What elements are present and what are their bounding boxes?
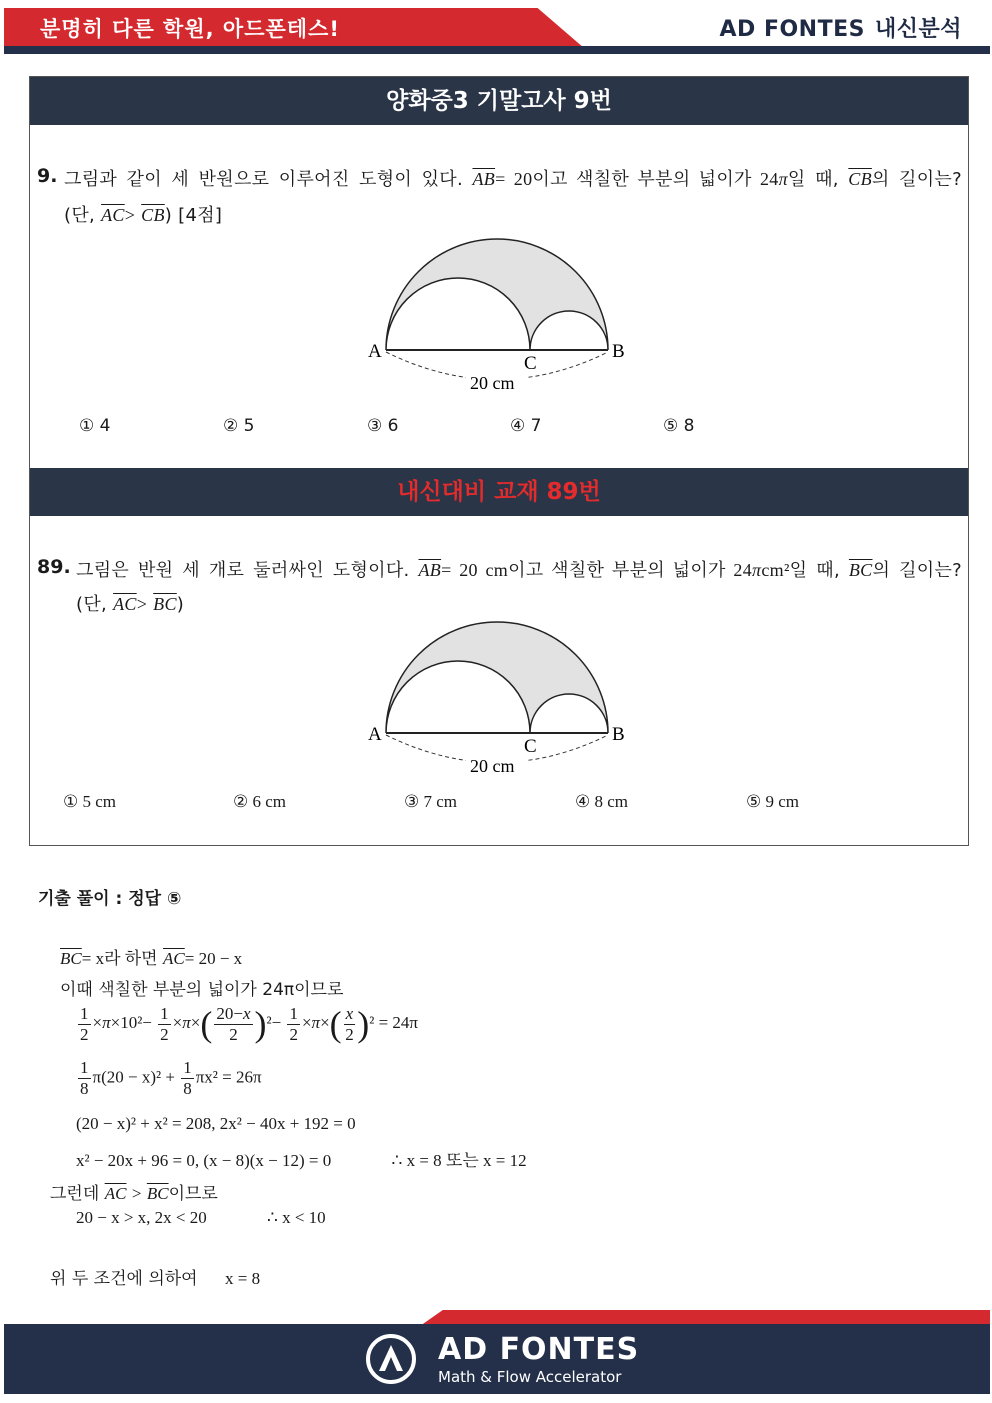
problem1-choice-5: ⑤ 8 [663,416,695,436]
problem2-choice-4: ④ 8 cm [575,792,629,811]
solution-seg-ac: $\overline{AC}$ [163,949,185,968]
problem1-gt: > [124,205,136,225]
solution-line-2: 이때 색칠한 부분의 넓이가 24π이므로 [60,980,344,1000]
footer-logo-icon [366,1334,416,1384]
problem1-label-b: B [612,341,625,362]
solution-l9-text: 위 두 조건에 의하여 [50,1269,198,1289]
header-brand-sub: 내신분석 [874,17,962,42]
problem2-text-c: 일 때, [789,560,840,581]
problem1-text-d: 의 길이는? [871,169,962,190]
problem2-seg-bc: $\overline{BC}$ [848,560,873,580]
problem2-pi: π [752,560,762,580]
problem1-seg-cb: $\overline{CB}$ [848,169,872,189]
problem2-unit: cm² [761,560,790,580]
problem2-shaded-region [386,622,608,733]
problem1-line2 [64,201,222,227]
problem2-cond-b: ) [176,594,185,615]
problem1-seg-ac: $\overline{AC}$ [101,205,125,225]
problem1-shaded-region [386,239,608,350]
problem1-seg-cb2: $\overline{CB}$ [141,205,165,225]
problem2-choice-3: ③ 7 cm [404,792,458,811]
problem2-label-c: C [524,736,537,757]
problem2-seg-ab: $\overline{AB}$ [418,560,442,580]
problem1-choice-3: ③ 6 [367,416,399,436]
problem-box [29,76,969,846]
solution-line-5: (20 − x)² + x² = 208, 2x² − 40x + 192 = 0 [76,1114,356,1133]
problem2-label-b: B [612,724,625,745]
solution-l8-text: 20 − x > x, 2x < 20 [76,1208,207,1227]
solution-l7-seg-ac: $\overline{AC}$ [104,1184,127,1203]
problem1-choice-1: ① 4 [79,416,111,436]
problem1-text-a: 그림과 같이 세 반원으로 이루어진 도형이 있다. [64,169,463,190]
solution-l7-a: 그런데 [50,1184,100,1204]
problem1-pi: π [778,169,788,189]
solution-l8-answer: ∴ x < 10 [267,1208,326,1227]
problem1-choice-4: ④ 7 [510,416,542,436]
footer-brand: AD FONTES [438,1332,640,1367]
solution-final-answer: x = 8 [225,1269,261,1288]
solution-seg-bc: $\overline{BC}$ [60,949,82,968]
solution-line-1 [60,944,242,969]
problem1-choice-2: ② 5 [223,416,255,436]
solution-line-4: $\frac{1}{8}$ π(20 − x)² + $\frac{1}{8}$ πx² = 26π [80,1058,262,1098]
problem1-length-label: 20 cm [470,373,515,392]
solution-l4-b: πx² = 26π [195,1067,262,1087]
problem1-label-c: C [524,353,537,374]
solution-l6-answer: ∴ x = 8 또는 x = 12 [391,1151,527,1170]
problem1-number: 9. [37,165,58,187]
solution-l7-gt: > [131,1184,142,1203]
solution-l7-seg-bc: $\overline{BC}$ [146,1184,169,1203]
problem2-length-label: 20 cm [470,756,515,775]
problem2-text-d: 의 길이는? [872,560,963,581]
solution-l1-b: = 20 − x [184,949,243,968]
problem2-gt: > [136,594,148,614]
problem1-text-c: 일 때, [787,169,839,190]
problem2-text-b: = 20 cm이고 색칠한 부분의 넓이가 24 [441,560,753,580]
problem2-number: 89. [37,556,71,578]
problem2-line2 [76,590,184,616]
solution-line-8 [76,1208,326,1228]
problem1-label-a: A [368,341,382,362]
solution-l6-text: x² − 20x + 96 = 0, (x − 8)(x − 12) = 0 [76,1151,332,1170]
solution-line-9 [50,1264,260,1289]
page-header [0,0,992,56]
problem2-choice-1: ① 5 cm [63,792,117,811]
solution-line-7 [50,1179,218,1204]
problem2-seg-bc2: $\overline{BC}$ [153,594,177,614]
problem2-text-a: 그림은 반원 세 개로 둘러싸인 도형이다. [76,560,410,581]
problem2-choice-5: ⑤ 9 cm [746,792,800,811]
problem2-label-a: A [368,724,382,745]
header-brand-name: AD FONTES [719,17,865,42]
problem1-text-b: = 20이고 색칠한 부분의 넓이가 24 [495,169,779,189]
solution-line-3: $\frac{1}{2}$ ×π×10²− $\frac{1}{2}$ ×π×( $\frac{20-x}{2}$ )²− $\frac{1}{2}$ ×π×( $\frac{x}{2}$ )² = 24π [80,1003,418,1044]
header-slogan: 분명히 다른 학원, 아드폰테스! [40,17,340,41]
problem1-seg-ab: $\overline{AB}$ [472,169,496,189]
problem1-cond-a: (단, [64,205,96,226]
problem2-line1 [76,556,962,582]
problem1-line1 [64,165,962,191]
problem2-title-bar: 내신대비 교재 89번 [30,468,968,516]
problem1-figure [360,232,640,392]
solution-l7-b: 이므로 [168,1184,218,1204]
solution-l4-text: π(20 − x)² + [92,1067,175,1087]
footer-tagline: Math & Flow Accelerator [438,1368,622,1386]
header-navy-line [4,46,990,54]
page-footer [0,1310,992,1403]
problem1-cond-b: ) [4점] [164,205,223,226]
solution-line-6 [76,1146,527,1171]
solution-l1-text: = x라 하면 [81,949,158,968]
problem2-choice-2: ② 6 cm [233,792,287,811]
problem2-figure [360,615,640,775]
solution-l3-result: = 24π [378,1012,418,1032]
problem2-cond-a: (단, [76,594,108,615]
problem1-title-bar: 양화중3 기말고사 9번 [30,77,968,125]
solution-title: 기출 풀이 : 정답 ⑤ [38,889,182,909]
header-brand [720,12,963,43]
problem2-seg-ac: $\overline{AC}$ [113,594,137,614]
